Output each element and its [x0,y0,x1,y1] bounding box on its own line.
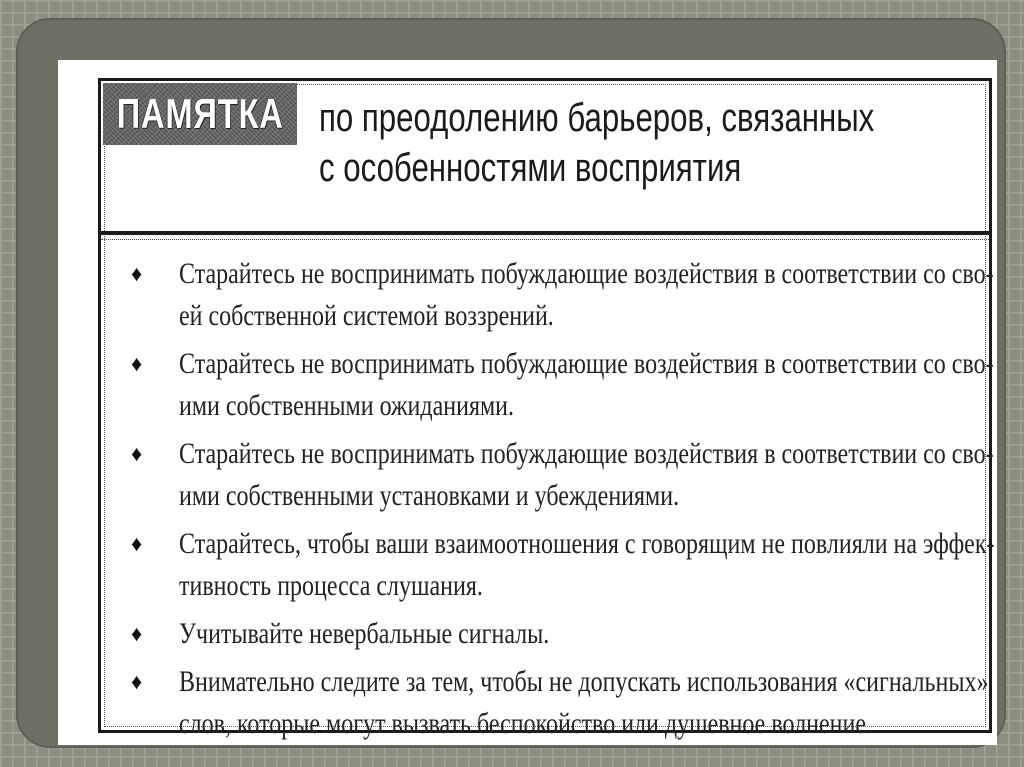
memo-box [98,78,995,740]
memo-item-list [127,253,995,751]
list-item-line: тивность процесса слушания. [179,569,483,602]
list-item-line: ими собственными ожиданиями. [179,389,515,422]
diamond-bullet-icon: ♦ [131,669,143,694]
list-item-line: Старайтесь, чтобы ваши взаимоотношения с говорящим не повлияли на эффек- [179,527,995,560]
memo-label: ПАМЯТКА [116,90,284,137]
list-item-line: Старайтесь не воспринимать побуждающие воздействия в соответствии со сво- [179,347,994,380]
diamond-bullet-icon: ♦ [131,441,143,466]
list-item-line: ей собственной системой воззрений. [179,299,554,332]
memo-title-line-1: по преодолению барьеров, связанных [319,96,875,140]
list-item-text [179,433,994,517]
diamond-bullet-icon: ♦ [131,621,143,646]
list-item-text [179,613,971,655]
diamond-bullet-icon: ♦ [131,351,143,376]
list-item-line: Внимательно следите за тем, чтобы не допускать использования «сигнальных» [179,665,989,698]
list-item [127,523,995,607]
list-item-line: ими собственными установками и убеждениями. [179,479,680,512]
diamond-bullet-icon: ♦ [131,261,143,286]
list-item [127,343,994,427]
list-item-text [179,343,994,427]
list-item [127,433,994,517]
document-page [58,60,997,745]
diamond-bullet-icon: ♦ [131,531,143,556]
list-item [127,613,987,655]
list-item-line: Старайтесь не воспринимать побуждающие воздействия в соответствии со сво- [179,257,994,290]
list-item-text [179,523,995,607]
list-item [127,661,987,745]
memo-label-badge [103,83,297,145]
list-item-line: Старайтесь не воспринимать побуждающие воздействия в соответствии со сво- [179,437,994,470]
memo-title [319,93,875,193]
list-item-text [179,661,989,745]
list-item-text [179,253,994,337]
list-item-line: слов, которые могут вызвать беспокойство или душевное волнение. [179,707,872,740]
memo-header [101,81,989,235]
slide-frame [16,18,1006,748]
list-item-line: Учитывайте невербальные сигналы. [179,617,550,650]
memo-title-line-2: с особенностями восприятия [319,146,742,190]
list-item [127,253,994,337]
